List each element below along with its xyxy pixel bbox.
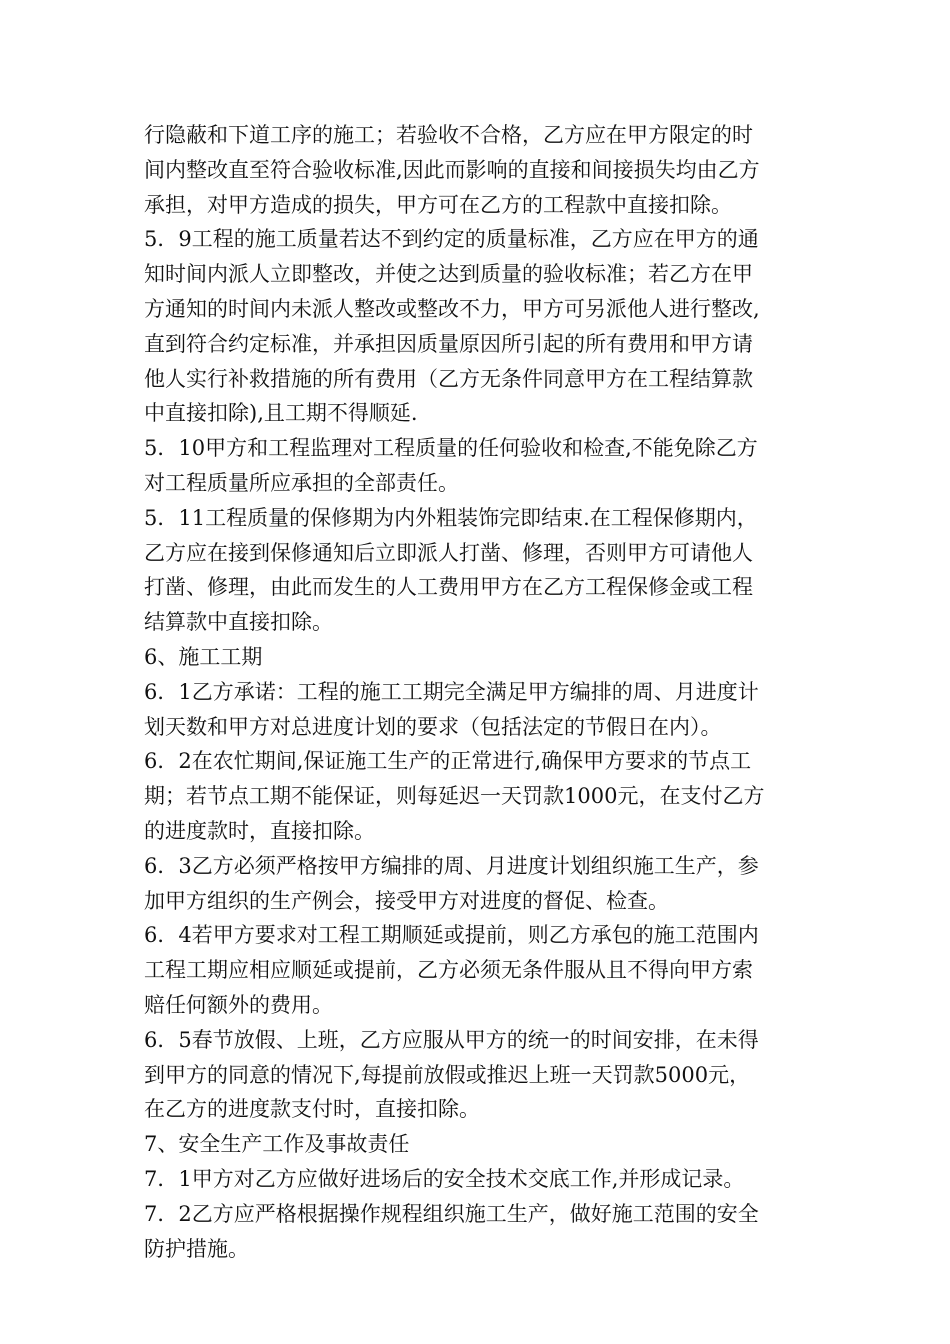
text-line: 他人实行补救措施的所有费用（乙方无条件同意甲方在工程结算款 (144, 366, 753, 391)
text-line: 工程工期应相应顺延或提前，乙方必须无条件服从且不得向甲方索 (144, 958, 753, 983)
text-line: 6．3乙方必须严格按甲方编排的周、月进度计划组织施工生产，参 (144, 853, 759, 878)
text-line: 6．1乙方承诺：工程的施工工期完全满足甲方编排的周、月进度计 (144, 679, 759, 704)
text-line: 5．10甲方和工程监理对工程质量的任何验收和检查,不能免除乙方 (144, 436, 758, 461)
text-line: 7、安全生产工作及事故责任 (144, 1132, 410, 1157)
text-line: 加甲方组织的生产例会，接受甲方对进度的督促、检查。 (144, 888, 669, 913)
text-line: 7．2乙方应严格根据操作规程组织施工生产，做好施工范围的安全 (144, 1201, 759, 1226)
text-line: 赔任何额外的费用。 (144, 992, 333, 1017)
text-line: 6．4若甲方要求对工程工期顺延或提前，则乙方承包的施工范围内 (144, 923, 759, 948)
text-line: 行隐蔽和下道工序的施工；若验收不合格，乙方应在甲方限定的时 (144, 123, 753, 147)
text-line: 在乙方的进度款支付时，直接扣除。 (144, 1097, 480, 1122)
text-line: 5．9工程的施工质量若达不到约定的质量标准，乙方应在甲方的通 (144, 227, 759, 252)
text-line: 打凿、修理，由此而发生的人工费用甲方在乙方工程保修金或工程 (144, 575, 753, 600)
text-line: 结算款中直接扣除。 (144, 610, 333, 635)
text-line: 间内整改直至符合验收标准,因此而影响的直接和间接损失均由乙方 (144, 157, 760, 182)
text-line: 中直接扣除),且工期不得顺延. (144, 401, 418, 426)
text-line: 方通知的时间内未派人整改或整改不力，甲方可另派他人进行整改, (144, 296, 760, 321)
text-line: 6．2在农忙期间,保证施工生产的正常进行,确保甲方要求的节点工 (144, 749, 752, 774)
text-line: 承担，对甲方造成的损失，甲方可在乙方的工程款中直接扣除。 (144, 192, 732, 217)
text-line: 防护措施。 (144, 1236, 249, 1261)
text-line: 6、施工工期 (144, 644, 263, 669)
text-line: 到甲方的同意的情况下,每提前放假或推迟上班一天罚款5000元， (144, 1062, 751, 1087)
text-line: 划天数和甲方对总进度计划的要求（包括法定的节假日在内）。 (144, 714, 722, 739)
text-line: 7．1甲方对乙方应做好进场后的安全技术交底工作,并形成记录。 (144, 1166, 745, 1191)
text-line: 对工程质量所应承担的全部责任。 (144, 470, 459, 495)
text-line: 的进度款时，直接扣除。 (144, 818, 375, 843)
text-line: 5．11工程质量的保修期为内外粗装饰完即结束.在工程保修期内， (144, 505, 758, 530)
text-line: 期；若节点工期不能保证，则每延迟一天罚款1000元，在支付乙方 (144, 784, 765, 809)
text-line: 乙方应在接到保修通知后立即派人打凿、修理，否则甲方可请他人 (144, 540, 753, 565)
text-line: 6．5春节放假、上班，乙方应服从甲方的统一的时间安排，在未得 (144, 1027, 759, 1052)
document-body (144, 118, 814, 1266)
text-line: 知时间内派人立即整改，并使之达到质量的验收标准；若乙方在甲 (144, 262, 753, 287)
text-line: 直到符合约定标准，并承担因质量原因所引起的所有费用和甲方请 (144, 331, 753, 356)
